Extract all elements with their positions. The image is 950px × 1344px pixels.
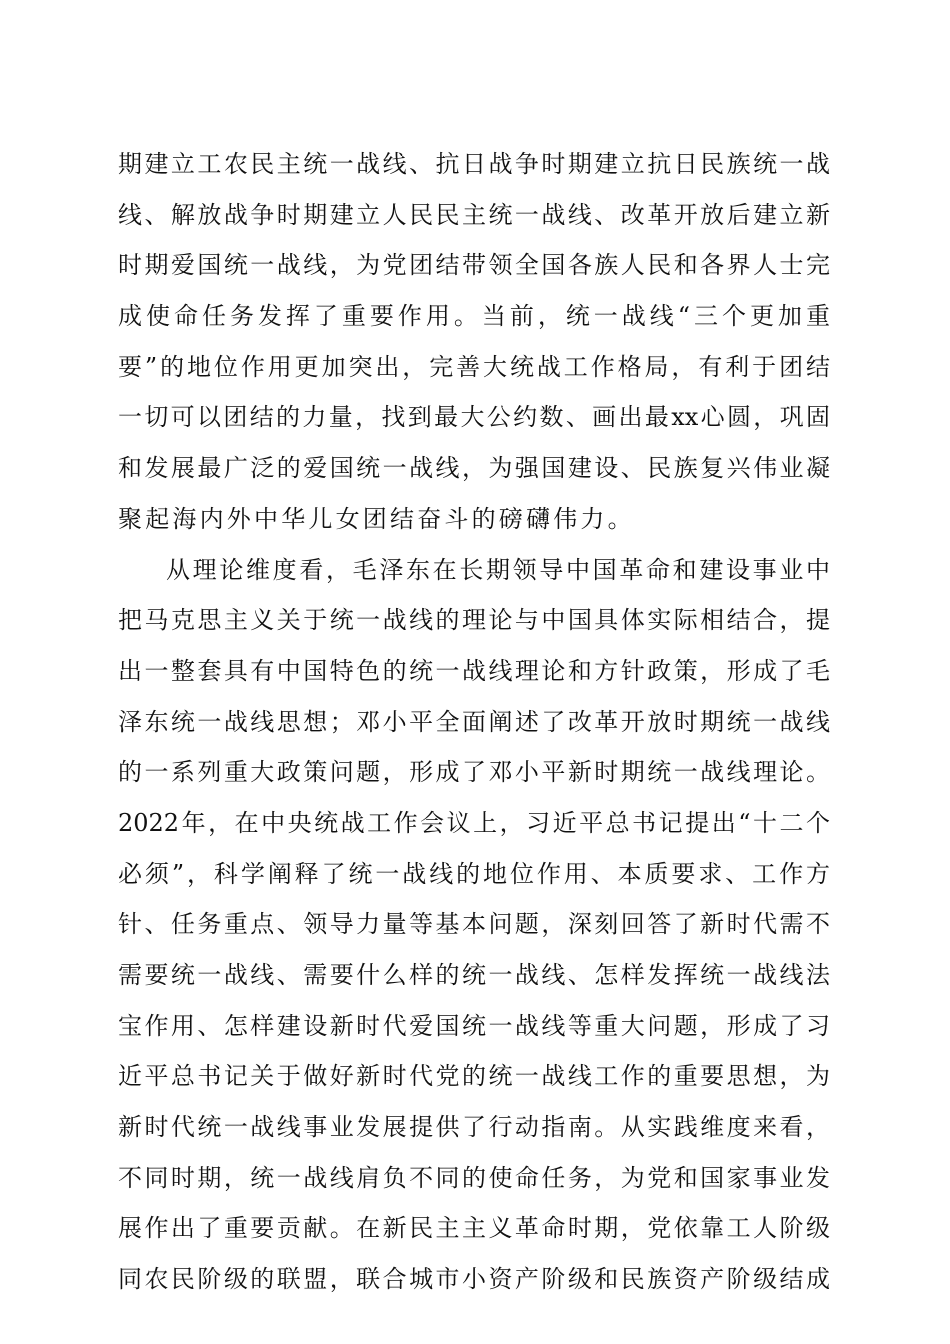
- text-line: 泽东统一战线思想；邓小平全面阐述了改革开放时期统一战线: [118, 707, 830, 736]
- text-line: 宝作用、怎样建设新时代爱国统一战线等重大问题，形成了习: [118, 1011, 830, 1040]
- text-line: 同农民阶级的联盟，联合城市小资产阶级和民族资产阶级结成: [118, 1265, 830, 1294]
- text-line: 出一整套具有中国特色的统一战线理论和方针政策，形成了毛: [118, 656, 830, 685]
- body-text: [118, 139, 830, 1305]
- text-line: 近平总书记关于做好新时代党的统一战线工作的重要思想，为: [118, 1062, 830, 1091]
- text-line: 期建立工农民主统一战线、抗日战争时期建立抗日民族统一战: [118, 150, 830, 178]
- text-line: 的一系列重大政策问题，形成了邓小平新时期统一战线理论。: [118, 758, 830, 787]
- text-line: 新时代统一战线事业发展提供了行动指南。从实践维度来看，: [118, 1113, 830, 1142]
- text-line: 2022年，在中央统战工作会议上，习近平总书记提出“十二个: [118, 808, 830, 837]
- text-line: 针、任务重点、领导力量等基本问题，深刻回答了新时代需不: [118, 910, 830, 939]
- text-line: 和发展最广泛的爱国统一战线，为强国建设、民族复兴伟业凝: [118, 454, 830, 483]
- text-line: 成使命任务发挥了重要作用。当前，统一战线“三个更加重: [118, 302, 830, 331]
- text-line: 线、解放战争时期建立人民民主统一战线、改革开放后建立新: [118, 200, 830, 229]
- text-line: 不同时期，统一战线肩负不同的使命任务，为党和国家事业发: [118, 1163, 830, 1192]
- text-line: 一切可以团结的力量，找到最大公约数、画出最xx心圆，巩固: [118, 403, 830, 432]
- text-line: 展作出了重要贡献。在新民主主义革命时期，党依靠工人阶级: [118, 1214, 830, 1243]
- text-line-paragraph-start: 从理论维度看，毛泽东在长期领导中国革命和建设事业中: [166, 555, 830, 584]
- text-line: 需要统一战线、需要什么样的统一战线、怎样发挥统一战线法: [118, 961, 830, 989]
- text-line-paragraph-end: 聚起海内外中华儿女团结奋斗的磅礴伟力。: [118, 504, 635, 533]
- text-line: 要”的地位作用更加突出，完善大统战工作格局，有利于团结: [118, 352, 830, 381]
- text-line: 必须”，科学阐释了统一战线的地位作用、本质要求、工作方: [118, 859, 830, 888]
- text-line: 把马克思主义关于统一战线的理论与中国具体实际相结合，提: [118, 606, 830, 635]
- text-line: 时期爱国统一战线，为党团结带领全国各族人民和各界人士完: [118, 251, 830, 280]
